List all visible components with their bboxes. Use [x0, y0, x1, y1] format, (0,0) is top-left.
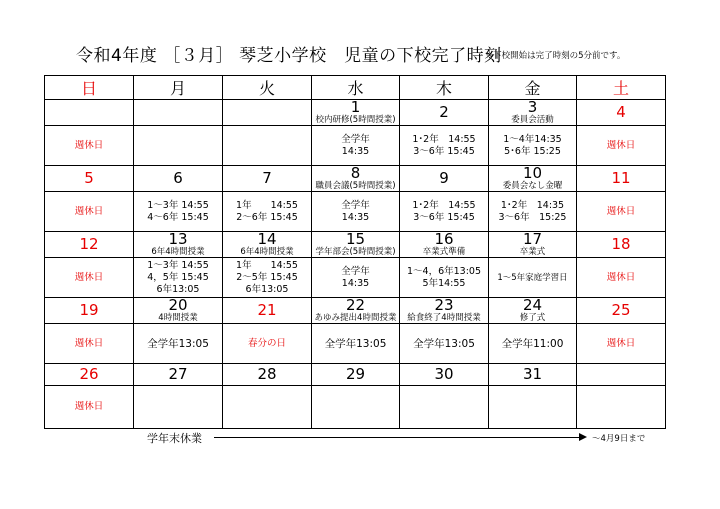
- dismissal-note: ※下校開始は完了時刻の5分前です。: [486, 51, 626, 61]
- page-title: 令和4年度 ［３月］ 琴芝小学校 児童の下校完了時刻: [76, 46, 502, 66]
- date-number: 26: [79, 365, 99, 383]
- date-number: 19: [79, 301, 99, 319]
- time-line: 週休日: [74, 205, 104, 217]
- time-line: 6年13:05: [156, 283, 200, 295]
- date-cell-sun: [45, 298, 134, 324]
- time-cell-sat: [577, 386, 666, 429]
- date-row: [45, 166, 666, 192]
- date-number: 8: [350, 165, 361, 182]
- time-line: 1年 14:55: [236, 199, 298, 211]
- date-cell-wed: [312, 298, 400, 324]
- time-line: 週休日: [606, 337, 636, 349]
- time-line: 4，5年 15:45: [147, 271, 209, 283]
- time-line: 2～5年 15:45: [236, 271, 298, 283]
- date-event: 委員会なし金曜: [502, 181, 563, 191]
- date-number: 16: [434, 231, 454, 248]
- weekday-mon: 月: [134, 76, 223, 100]
- date-cell-sat: [577, 100, 666, 126]
- time-line: 4～6年 15:45: [147, 211, 209, 223]
- time-line: 1･2年 14:55: [412, 133, 476, 145]
- date-number: 5: [84, 169, 94, 187]
- date-cell-thu: [400, 364, 489, 386]
- date-number: 30: [434, 365, 454, 383]
- date-cell-mon: [134, 166, 223, 192]
- time-cell-tue: [223, 126, 312, 166]
- time-cell-wed: [312, 386, 400, 429]
- time-line: 週休日: [74, 401, 104, 412]
- time-line: 週休日: [606, 271, 636, 283]
- date-cell-sun: [45, 364, 134, 386]
- time-cell-tue: [223, 386, 312, 429]
- time-cell-wed: [312, 324, 400, 364]
- time-line: 3～6年 15:45: [413, 145, 475, 157]
- time-line: 全学年13:05: [324, 337, 387, 350]
- date-number: 14: [257, 231, 277, 248]
- time-line: 1～5年家庭学習日: [497, 272, 568, 283]
- time-line: 週休日: [74, 139, 104, 151]
- time-cell-wed: [312, 192, 400, 232]
- date-event: 委員会活動: [511, 115, 554, 125]
- date-number: 11: [611, 169, 631, 187]
- date-cell-mon: [134, 298, 223, 324]
- date-cell-mon: [134, 364, 223, 386]
- date-row: [45, 100, 666, 126]
- vacation-end-label: ～4月9日まで: [592, 434, 646, 444]
- dismissal-time-row: [45, 258, 666, 298]
- time-cell-wed: [312, 258, 400, 298]
- date-cell-fri: [489, 364, 577, 386]
- date-number: 31: [522, 365, 543, 383]
- weekday-sun: 日: [45, 76, 134, 100]
- time-cell-sun: [45, 386, 134, 429]
- time-cell-fri: [489, 386, 577, 429]
- time-cell-sat: [577, 324, 666, 364]
- time-line: 1年 14:55: [236, 259, 298, 271]
- time-line: 全学年: [341, 265, 370, 277]
- time-cell-tue: [223, 324, 312, 364]
- date-cell-sat: [577, 364, 666, 386]
- date-cell-tue: [223, 298, 312, 324]
- time-cell-fri: [489, 258, 577, 298]
- date-cell-tue: [223, 364, 312, 386]
- time-cell-sat: [577, 258, 666, 298]
- time-cell-wed: [312, 126, 400, 166]
- time-cell-thu: [400, 324, 489, 364]
- date-cell-sun: [45, 100, 134, 126]
- time-cell-sat: [577, 126, 666, 166]
- date-number: 27: [168, 365, 188, 383]
- time-line: 週休日: [74, 271, 104, 283]
- date-event: 6年4時間授業: [240, 247, 294, 257]
- time-line: 5･6年 15:25: [504, 145, 561, 157]
- date-number: 3: [527, 99, 538, 116]
- time-cell-thu: [400, 258, 489, 298]
- time-cell-mon: [134, 386, 223, 429]
- date-event: あゆみ提出4時間授業: [314, 313, 397, 323]
- date-number: 12: [79, 235, 99, 253]
- time-line: 週休日: [606, 205, 636, 217]
- weekday-wed: 水: [312, 76, 400, 100]
- date-cell-fri: [489, 298, 577, 324]
- time-cell-tue: [223, 192, 312, 232]
- date-cell-mon: [134, 232, 223, 258]
- dismissal-time-row: [45, 192, 666, 232]
- date-cell-thu: [400, 232, 489, 258]
- date-number: 13: [168, 231, 188, 248]
- vacation-arrow-head-icon: [579, 433, 587, 441]
- time-line: 週休日: [74, 337, 104, 349]
- time-cell-sun: [45, 126, 134, 166]
- vacation-label: 学年末休業: [147, 432, 202, 445]
- date-cell-wed: [312, 166, 400, 192]
- date-cell-thu: [400, 100, 489, 126]
- time-cell-mon: [134, 324, 223, 364]
- dismissal-time-row: [45, 126, 666, 166]
- time-line: 春分の日: [247, 337, 286, 349]
- date-cell-fri: [489, 166, 577, 192]
- time-line: 14:35: [341, 277, 370, 289]
- date-event: 6年4時間授業: [151, 247, 205, 257]
- date-event: 校内研修(5時間授業): [315, 115, 396, 125]
- date-cell-tue: [223, 100, 312, 126]
- date-cell-sat: [577, 166, 666, 192]
- time-line: 3～6年 15:25: [498, 211, 567, 223]
- date-cell-mon: [134, 100, 223, 126]
- weekday-thu: 木: [400, 76, 489, 100]
- date-row: [45, 364, 666, 386]
- date-event: 給食終了4時間授業: [407, 313, 481, 323]
- time-line: 1～4年14:35: [503, 133, 562, 145]
- time-line: 1～3年 14:55: [147, 199, 209, 211]
- time-cell-fri: [489, 324, 577, 364]
- date-event: 学年部会(5時間授業): [315, 247, 396, 257]
- date-number: 29: [345, 365, 366, 383]
- date-event: 職員会議(5時間授業): [315, 181, 396, 191]
- date-number: 20: [168, 297, 188, 314]
- time-line: 1～3年 14:55: [147, 259, 209, 271]
- date-cell-fri: [489, 232, 577, 258]
- weekday-fri: 金: [489, 76, 577, 100]
- weekday-header-row: [45, 76, 666, 100]
- weekday-sat: 土: [577, 76, 666, 100]
- time-cell-sat: [577, 192, 666, 232]
- time-line: 1～4，6年13:05: [406, 265, 481, 277]
- date-number: 24: [522, 297, 543, 314]
- time-cell-mon: [134, 258, 223, 298]
- time-cell-thu: [400, 386, 489, 429]
- time-line: 14:35: [341, 211, 370, 223]
- time-line: 1･2年 14:55: [412, 199, 476, 211]
- time-line: 週休日: [606, 139, 636, 151]
- date-number: 15: [345, 231, 366, 248]
- date-number: 23: [434, 297, 454, 314]
- time-line: 3～6年 15:45: [413, 211, 475, 223]
- time-line: 1･2年 14:35: [500, 199, 565, 211]
- time-cell-fri: [489, 126, 577, 166]
- time-cell-tue: [223, 258, 312, 298]
- time-cell-sun: [45, 324, 134, 364]
- date-number: 28: [257, 365, 277, 383]
- date-number: 17: [522, 231, 543, 248]
- date-number: 21: [257, 301, 277, 319]
- date-cell-thu: [400, 298, 489, 324]
- date-number: 4: [616, 103, 626, 121]
- date-number: 25: [611, 301, 631, 319]
- date-event: 卒業式準備: [422, 247, 466, 257]
- date-number: 7: [262, 169, 272, 187]
- time-cell-sun: [45, 192, 134, 232]
- time-line: 5年14:55: [422, 277, 466, 289]
- time-cell-sun: [45, 258, 134, 298]
- time-cell-mon: [134, 192, 223, 232]
- date-cell-tue: [223, 166, 312, 192]
- weekday-tue: 火: [223, 76, 312, 100]
- time-line: 2～6年 15:45: [236, 211, 298, 223]
- date-event: 卒業式: [519, 247, 546, 257]
- dismissal-time-row: [45, 386, 666, 429]
- date-cell-sat: [577, 298, 666, 324]
- date-number: 6: [173, 169, 183, 187]
- time-line: 全学年13:05: [147, 337, 209, 350]
- date-row: [45, 298, 666, 324]
- calendar-table: [44, 75, 666, 429]
- time-line: 全学年: [341, 199, 370, 211]
- date-cell-thu: [400, 166, 489, 192]
- date-event: 4時間授業: [158, 313, 198, 323]
- date-cell-wed: [312, 364, 400, 386]
- time-line: 全学年: [341, 133, 370, 145]
- time-line: 6年13:05: [245, 283, 289, 295]
- date-cell-wed: [312, 232, 400, 258]
- date-cell-sun: [45, 232, 134, 258]
- dismissal-time-row: [45, 324, 666, 364]
- date-cell-wed: [312, 100, 400, 126]
- date-cell-sun: [45, 166, 134, 192]
- time-line: 全学年11:00: [501, 337, 564, 350]
- time-cell-thu: [400, 192, 489, 232]
- date-number: 2: [439, 103, 449, 121]
- vacation-arrow-line: [214, 437, 581, 438]
- date-row: [45, 232, 666, 258]
- date-cell-fri: [489, 100, 577, 126]
- time-cell-mon: [134, 126, 223, 166]
- time-line: 14:35: [341, 145, 370, 157]
- date-cell-sat: [577, 232, 666, 258]
- time-cell-fri: [489, 192, 577, 232]
- date-number: 9: [439, 169, 449, 187]
- date-event: 修了式: [519, 313, 546, 323]
- date-number: 18: [611, 235, 631, 253]
- time-line: 全学年13:05: [413, 337, 475, 350]
- date-number: 10: [522, 165, 543, 182]
- date-cell-tue: [223, 232, 312, 258]
- time-cell-thu: [400, 126, 489, 166]
- date-number: 22: [345, 297, 366, 314]
- date-number: 1: [350, 99, 361, 116]
